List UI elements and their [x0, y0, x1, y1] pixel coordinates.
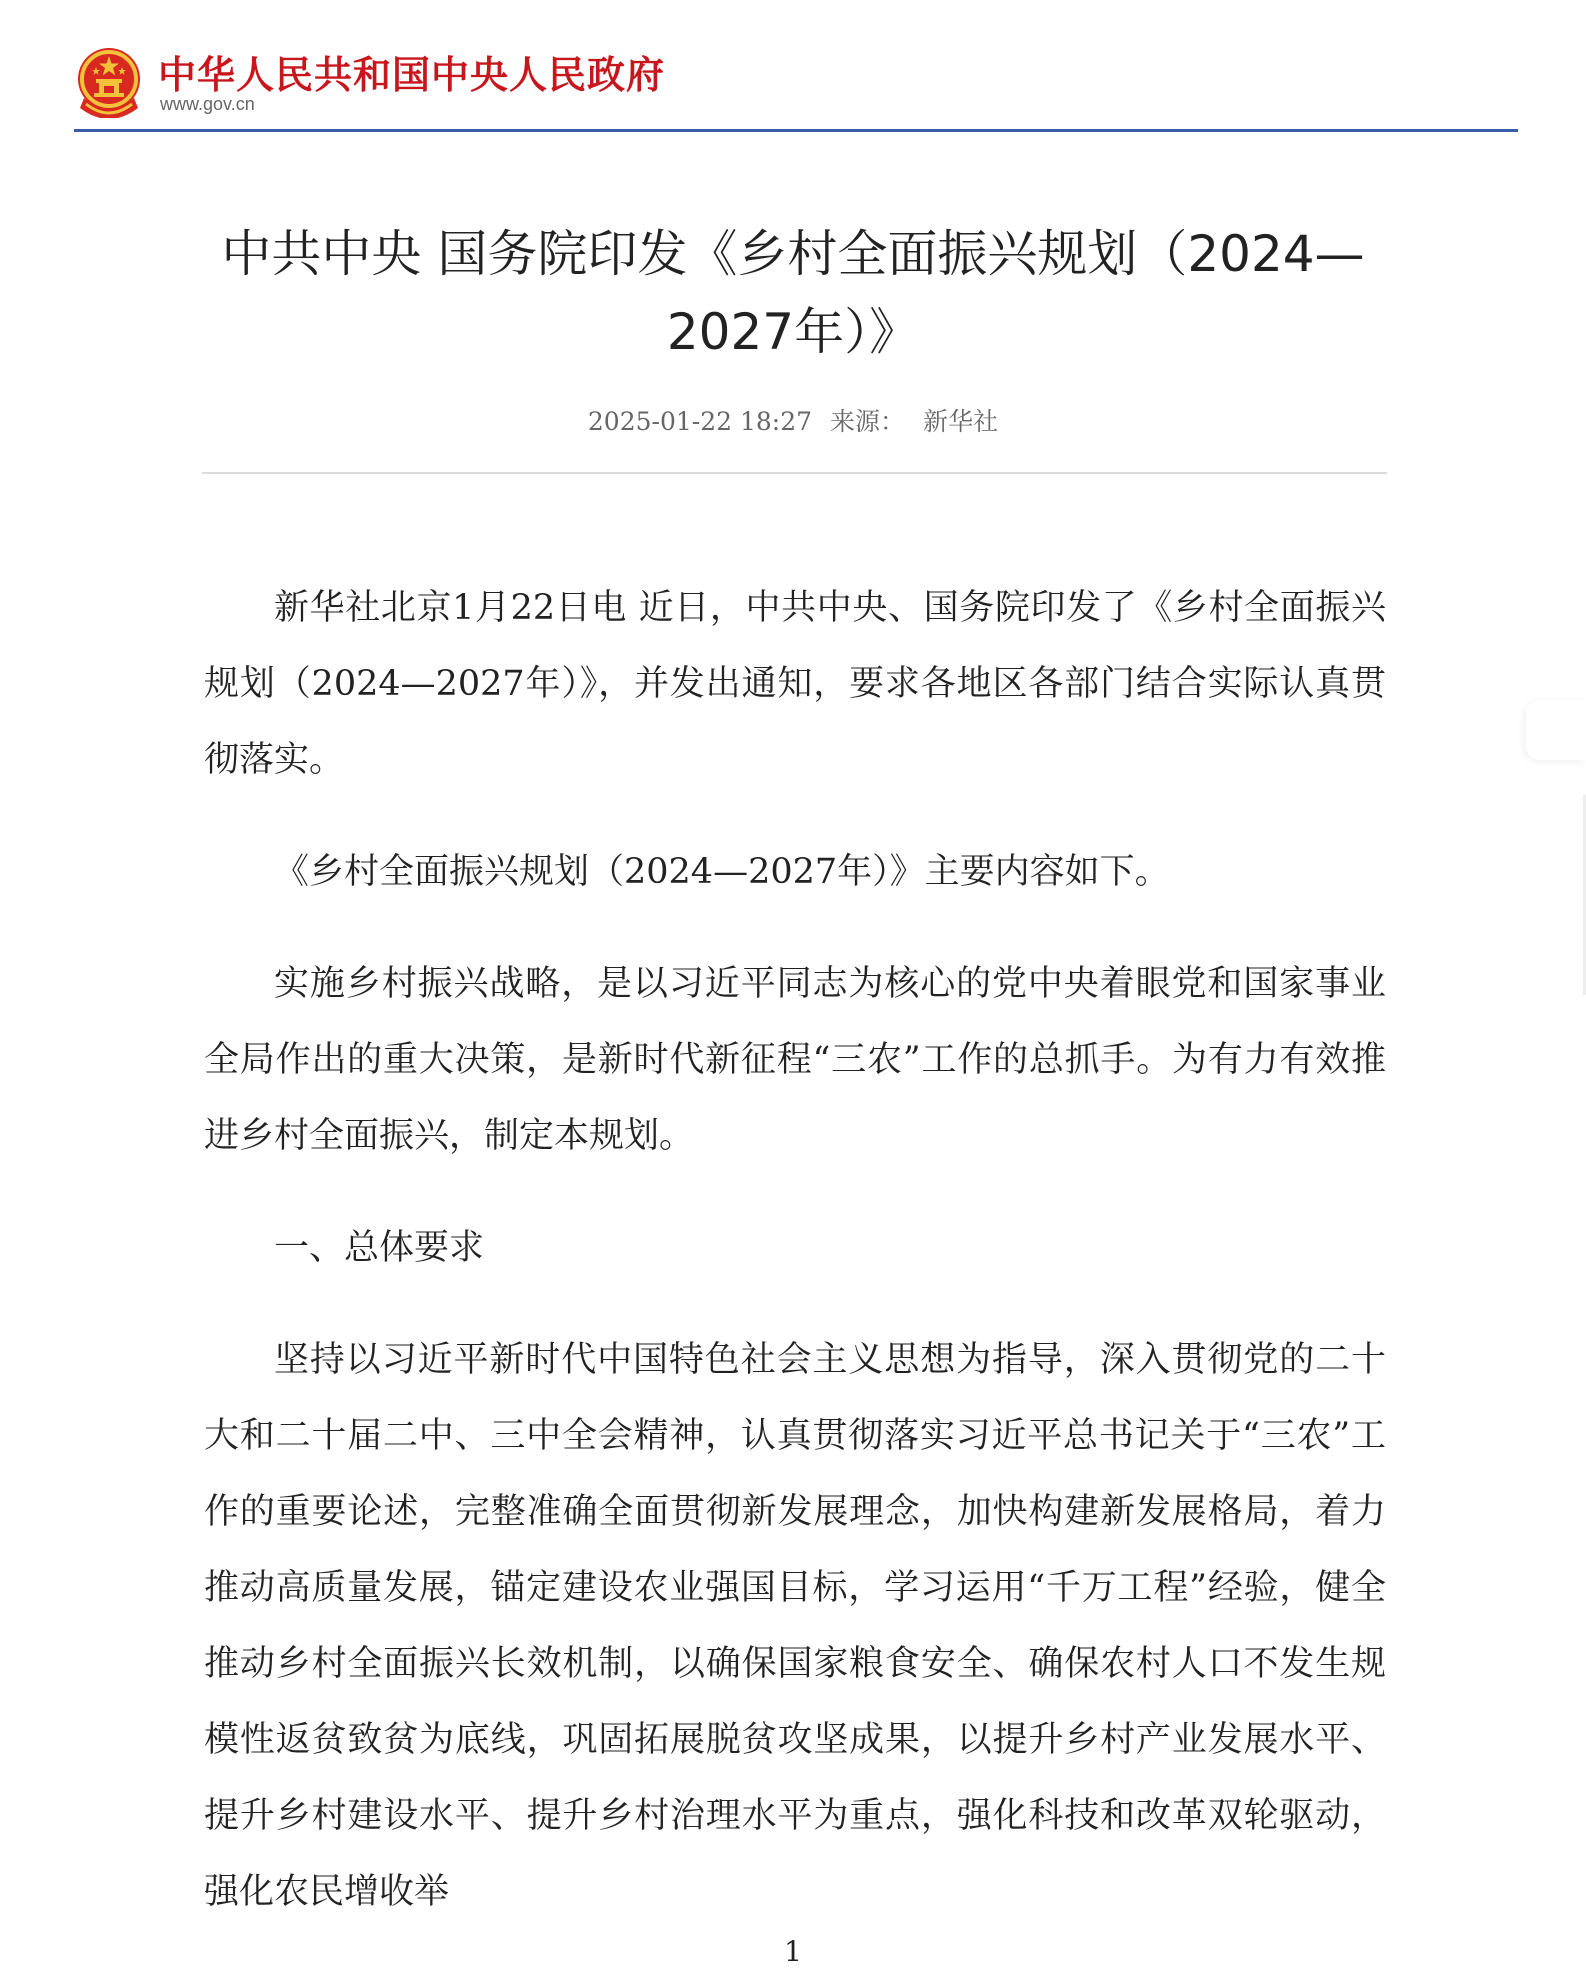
publish-date: 2025-01-22 18:27	[587, 407, 813, 436]
section-heading: 一、总体要求	[274, 1228, 485, 1268]
paragraph-intro: 实施乡村振兴战略，是以习近平同志为核心的党中央着眼党和国家事业全局作出的重大决策，是新时代新征程“三农”工作的总抓手。为有力有效推进乡村全面振兴，制定本规划。	[204, 964, 1386, 1156]
article-title: 中共中央 国务院印发《乡村全面振兴规划（2024—2027年）》	[221, 225, 1365, 361]
paragraph-summary: 《乡村全面振兴规划（2024—2027年）》主要内容如下。	[274, 852, 1170, 892]
national-emblem-icon[interactable]	[76, 46, 142, 118]
site-domain[interactable]: www.gov.cn	[160, 94, 255, 114]
page-number: 1	[784, 1935, 802, 1968]
side-floating-tab[interactable]	[1526, 700, 1586, 760]
site-name[interactable]: 中华人民共和国中央人民政府	[158, 53, 666, 97]
source-label: 来源：	[830, 407, 906, 436]
article-body	[204, 570, 1386, 1930]
paragraph-lead: 新华社北京1月22日电 近日，中共中央、国务院印发了《乡村全面振兴规划（2024—2027年）》，并发出通知，要求各地区各部门结合实际认真贯彻落实。	[204, 588, 1386, 780]
title-divider	[202, 472, 1387, 474]
article-meta	[0, 402, 1586, 438]
paragraph-requirements: 坚持以习近平新时代中国特色社会主义思想为指导，深入贯彻党的二十大和二十届二中、三中全会精神，认真贯彻落实习近平总书记关于“三农”工作的重要论述，完整准确全面贯彻新发展理念，加快构建新发展格局，着力推动高质量发展，锚定建设农业强国目标，学习运用“千万工程”经验，健全推动乡村全面振兴长效机制，以确保国家粮食安全、确保农村人口不发生规模性返贫致贫为底线，巩固拓展脱贫攻坚成果，以提升乡村产业发展水平、提升乡村建设水平、提升乡村治理水平为重点，强化科技和改革双轮驱动，强化农民增收举	[204, 1340, 1386, 1912]
source-name: 新华社	[923, 407, 999, 436]
site-header	[74, 36, 1518, 132]
